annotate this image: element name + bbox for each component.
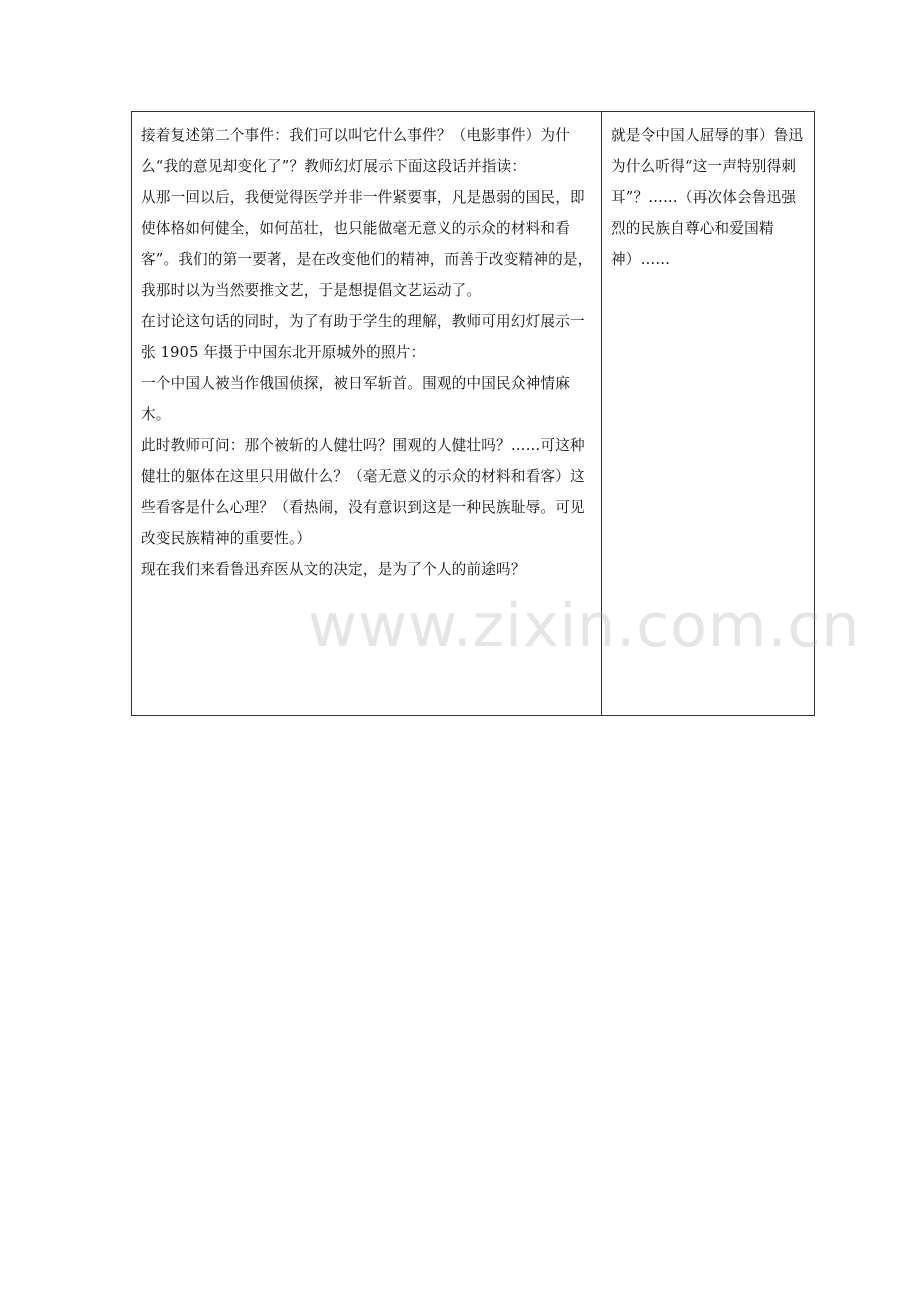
paragraph-teacher-questions: 此时教师可问：那个被斩的人健壮吗？围观的人健壮吗？……可这种健壮的躯体在这里只用做什么？（毫无意义的示众的材料和看客）这些看客是什么心理？（看热闹，没有意识到这是一种民族耻辱。可见改变民族精神的重要性。） [141,437,585,547]
paragraph-discussion: 在讨论这句话的同时，为了有助于学生的理解，教师可用幻灯展示一张 1905 年摄于中国东北开原城外的照片： [141,313,585,361]
notes-text: 就是令中国人屈辱的事）鲁迅为什么听得“这一声特别得刺耳”？……（再次体会鲁迅强烈的民族自尊心和爱国精神）…… [611,127,804,268]
teaching-process-cell [132,112,602,716]
paragraph-closing-question: 现在我们来看鲁迅弃医从文的决定，是为了个人的前途吗？ [141,561,526,578]
paragraph-photo-description: 一个中国人被当作俄国侦探，被日军斩首。围观的中国民众神情麻木。 [141,375,571,423]
watermark: www.zixin.com.cn [308,591,861,661]
table-row [132,112,815,716]
paragraph-retell-second-event: 接着复述第二个事件：我们可以叫它什么事件？（电影事件）为什么“我的意见却变化了”？教师幻灯展示下面这段话并指读： [141,127,571,175]
notes-cell [602,112,815,716]
lesson-table [131,111,815,716]
paragraph-quote: 从那一回以后，我便觉得医学并非一件紧要事，凡是愚弱的国民，即使体格如何健全，如何茁壮，也只能做毫无意义的示众的材料和看客”。我们的第一要著，是在改变他们的精神，而善于改变精神的是，我那时以为当然要推文艺，于是想提倡文艺运动了。 [141,189,593,299]
